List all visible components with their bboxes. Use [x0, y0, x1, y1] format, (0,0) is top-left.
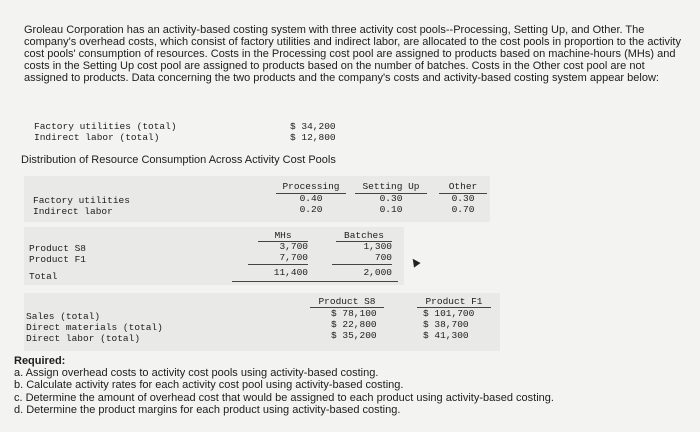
products-cell: $ 41,300: [423, 330, 469, 341]
activity-header-mhs: MHs: [274, 230, 292, 241]
dist-cell: 0.40: [299, 193, 323, 204]
activity-total-label: Total: [29, 271, 58, 282]
mouse-cursor-icon: [409, 256, 420, 267]
distribution-title: Distribution of Resource Consumption Across Activity Cost Pools: [21, 154, 336, 166]
activity-total-batches: 2,000: [363, 267, 392, 278]
products-row-label: Sales (total): [26, 311, 101, 322]
activity-cell: 1,300: [363, 241, 392, 252]
products-cell: $ 101,700: [423, 308, 475, 319]
overhead-value-utilities: $ 34,200: [290, 121, 336, 132]
dist-header-processing: Processing: [282, 181, 340, 192]
required-item-b: b. Calculate activity rates for each activity cost pool using activity-based costing.: [14, 379, 404, 392]
activity-bottom-line: [232, 281, 398, 282]
problem-intro: Groleau Corporation has an activity-based costing system with three activity cost pools--Processing, Setting Up, and Other. The company's overhead costs, which consist of factory utilities and indirect labor, are allocated to the cost pools in proportion to the activity cost pools' consumption of resources. Costs in the Processing cost pool are assigned to products based on machine-hours (MHs) and costs in the Setting Up cost pool are assigned to products based on the number of batches. Costs in the Other cost pool are not assigned to products. Data concerning the two products and the company's costs and activity-based costing system appear below:: [24, 24, 681, 84]
dist-cell: 0.70: [451, 204, 475, 215]
required-item-c: c. Determine the amount of overhead cost that would be assigned to each product using activity-based costing.: [14, 391, 554, 404]
activity-row-label: Product S8: [29, 243, 87, 254]
products-row-label: Direct materials (total): [26, 322, 163, 333]
activity-cell: 700: [374, 252, 392, 263]
activity-total-mhs: 11,400: [273, 267, 308, 278]
products-row-label: Direct labor (total): [26, 333, 141, 344]
dist-header-setting-up: Setting Up: [362, 181, 420, 192]
overhead-label-utilities: Factory utilities (total): [34, 121, 177, 132]
dist-cell: 0.30: [379, 193, 403, 204]
required-item-a: a. Assign overhead costs to activity cost pools using activity-based costing.: [14, 367, 379, 380]
overhead-value-indirect: $ 12,800: [290, 132, 336, 143]
activity-row-label: Product F1: [29, 254, 87, 265]
products-cell: $ 38,700: [423, 319, 469, 330]
activity-total-line: [248, 264, 308, 265]
dist-cell: 0.20: [299, 204, 323, 215]
overhead-label-indirect: Indirect labor (total): [34, 132, 160, 143]
dist-row-label: Indirect labor: [33, 206, 113, 217]
activity-header-batches: Batches: [344, 230, 384, 241]
dist-cell: 0.10: [379, 204, 403, 215]
required-item-d: d. Determine the product margins for each product using activity-based costing.: [14, 403, 401, 416]
products-cell: $ 35,200: [331, 330, 377, 341]
dist-cell: 0.30: [451, 193, 475, 204]
dist-header-other: Other: [448, 181, 478, 192]
required-section: [14, 355, 554, 416]
activity-cell: 7,700: [279, 252, 308, 263]
activity-cell: 3,700: [279, 241, 308, 252]
products-cell: $ 22,800: [331, 319, 377, 330]
products-header-s8: Product S8: [318, 296, 376, 307]
products-cell: $ 78,100: [331, 308, 377, 319]
products-header-f1: Product F1: [425, 296, 483, 307]
activity-total-line: [332, 264, 392, 265]
required-title: Required:: [14, 355, 66, 367]
dist-row-label: Factory utilities: [33, 195, 130, 206]
